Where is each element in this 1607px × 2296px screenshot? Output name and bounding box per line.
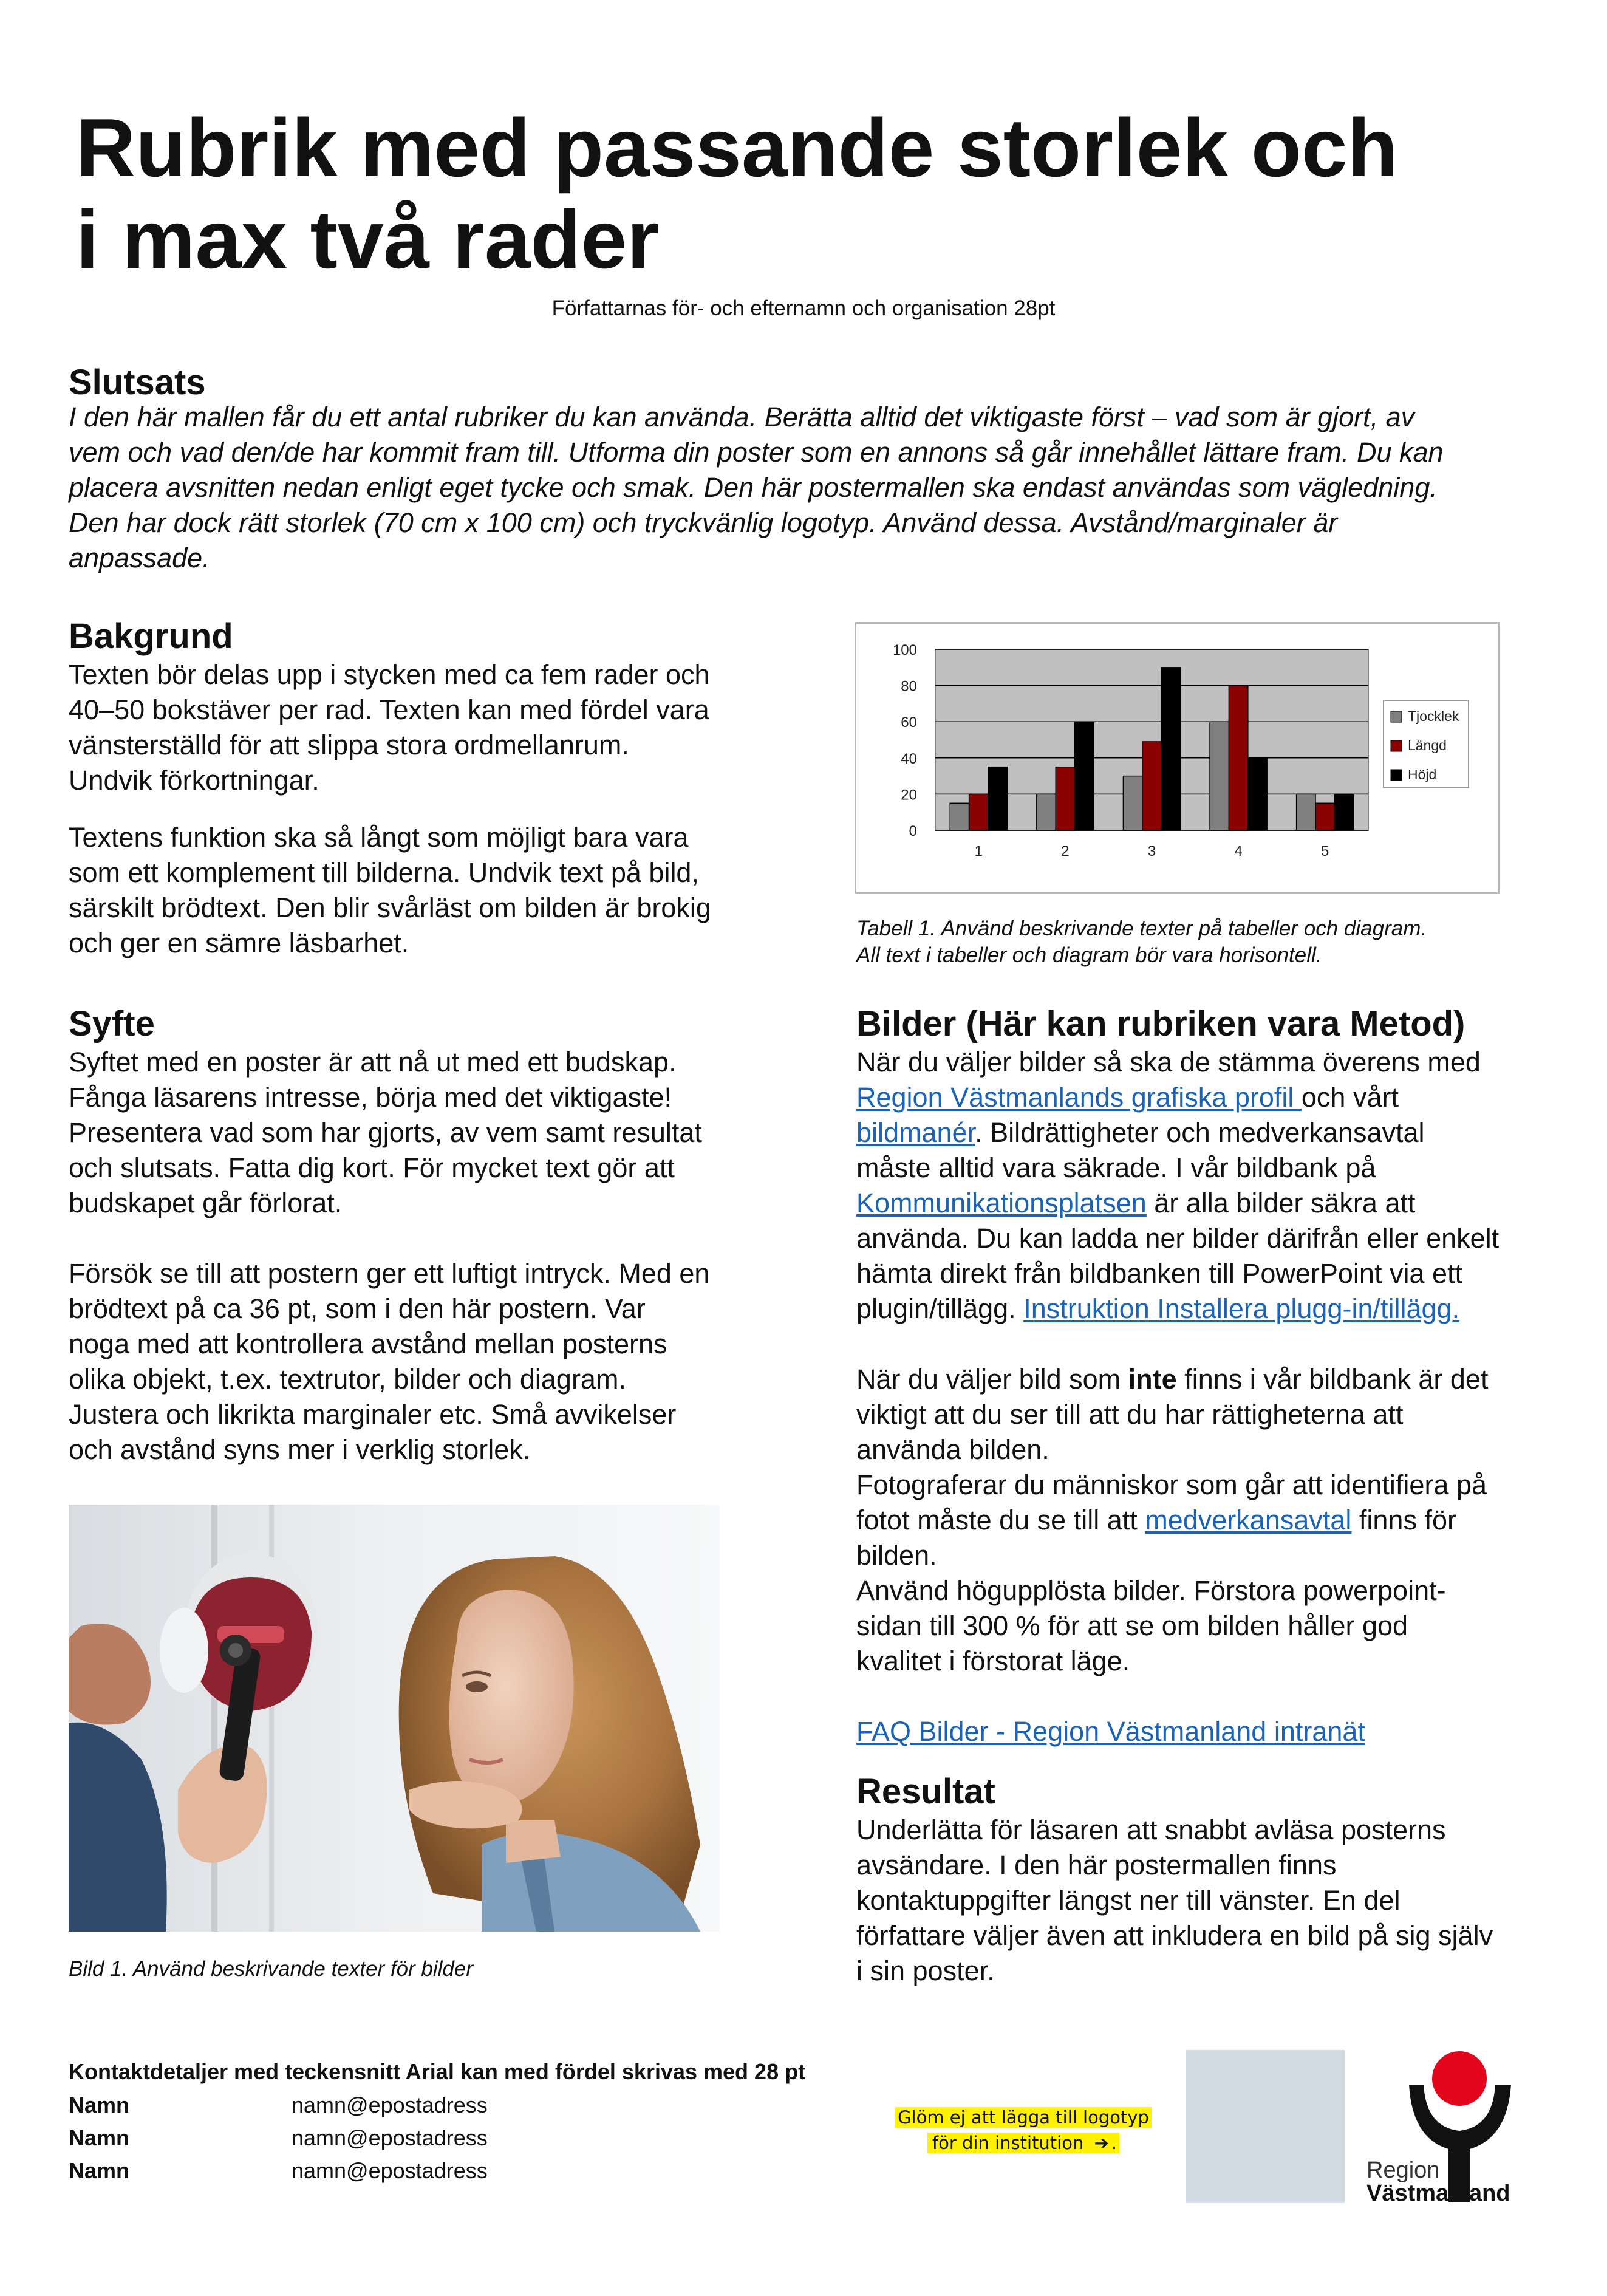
x-tick-label: 4 bbox=[1234, 843, 1243, 859]
bar-chart-svg bbox=[856, 624, 1498, 892]
legend-label: Längd bbox=[1408, 737, 1447, 753]
y-tick-label: 60 bbox=[901, 714, 917, 731]
syfte-line: Fånga läsarens intresse, börja med det viktigaste! bbox=[69, 1082, 672, 1113]
legend-swatch bbox=[1391, 740, 1402, 751]
legend-label: Höjd bbox=[1408, 767, 1437, 782]
slutsats-line: anpassade. bbox=[69, 542, 210, 573]
contact-name: Namn bbox=[69, 2125, 130, 2150]
bilder-line: använda. Du kan ladda ner bilder därifrån eller enkelt bbox=[856, 1223, 1500, 1254]
bar bbox=[1297, 794, 1315, 830]
bakgrund-text bbox=[69, 657, 828, 961]
bilder-line: viktigt att du ser till att du har rättigheterna att bbox=[856, 1399, 1404, 1430]
y-tick-label: 100 bbox=[892, 642, 917, 658]
bilder-text-fragment: finns i vår bildbank är det bbox=[1176, 1364, 1489, 1395]
bar bbox=[1229, 686, 1247, 830]
slutsats-line: vem och vad den/de har kommit fram till. Utforma din poster som en annons så går innehållet lättare fram. Du kan bbox=[69, 437, 1444, 468]
contact-heading: Kontaktdetaljer med teckensnitt Arial kan med fördel skrivas med 28 pt bbox=[69, 2059, 806, 2084]
bilder-line bbox=[856, 1115, 1585, 1150]
legend-swatch bbox=[1391, 711, 1402, 722]
region-vastmanland-logo bbox=[1360, 2047, 1534, 2205]
bar bbox=[1075, 722, 1094, 830]
bilder-line: hämta direkt från bildbanken till PowerPoint via ett bbox=[856, 1258, 1463, 1289]
bakgrund-line: Undvik förkortningar. bbox=[69, 765, 319, 796]
syfte-line: Syftet med en poster är att nå ut med ett budskap. bbox=[69, 1047, 677, 1078]
link-medverkansavtal[interactable]: medverkansavtal bbox=[1145, 1505, 1352, 1536]
institution-logo-placeholder bbox=[1186, 2050, 1345, 2203]
syfte-text bbox=[69, 1045, 828, 1467]
syfte-line: olika objekt, t.ex. textrutor, bilder och diagram. bbox=[69, 1364, 626, 1395]
heading-bilder: Bilder (Här kan rubriken vara Metod) bbox=[856, 1004, 1465, 1044]
link-kommunikationsplatsen[interactable]: Kommunikationsplatsen bbox=[856, 1187, 1147, 1218]
photo-eye-examination bbox=[69, 1505, 720, 1932]
bilder-text-fragment: . Bildrättigheter och medverkansavtal bbox=[975, 1117, 1425, 1148]
logo-text-vastmanland: Västmanland bbox=[1366, 2181, 1510, 2205]
bar-chart bbox=[855, 622, 1500, 894]
x-tick-label: 2 bbox=[1061, 843, 1070, 859]
bilder-line: När du väljer bilder så ska de stämma överens med bbox=[856, 1047, 1481, 1078]
bar bbox=[1161, 668, 1180, 830]
bilder-text bbox=[856, 1045, 1585, 1749]
syfte-line: Försök se till att postern ger ett luftigt intryck. Med en bbox=[69, 1258, 710, 1289]
syfte-line: budskapet går förlorat. bbox=[69, 1187, 343, 1218]
link-instruktion-plugin[interactable]: Instruktion Installera plugg-in/tillägg. bbox=[1023, 1293, 1460, 1324]
bilder-text-fragment: är alla bilder säkra att bbox=[1146, 1187, 1416, 1218]
resultat-text bbox=[856, 1813, 1585, 1989]
bar bbox=[1248, 758, 1267, 830]
bar bbox=[1210, 722, 1229, 830]
poster-title bbox=[76, 102, 1473, 285]
authors-line: Författarnas för- och efternamn och organisation 28pt bbox=[551, 296, 1056, 320]
heading-slutsats: Slutsats bbox=[69, 363, 206, 402]
bakgrund-line: vänsterställd för att slippa stora ordmellanrum. bbox=[69, 729, 629, 760]
link-bildmaner[interactable]: bildmanér bbox=[856, 1117, 975, 1148]
contact-email: namn@epostadress bbox=[292, 2158, 488, 2183]
table-caption-line-1: Tabell 1. Använd beskrivande texter på tabeller och diagram. bbox=[856, 917, 1427, 940]
legend-label: Tjocklek bbox=[1408, 708, 1459, 724]
syfte-line: Justera och likrikta marginaler etc. Små avvikelser bbox=[69, 1399, 677, 1430]
title-line-2: i max två rader bbox=[76, 193, 660, 285]
bilder-bold-word: inte bbox=[1128, 1364, 1177, 1395]
bilder-line bbox=[856, 1503, 1585, 1538]
contact-name: Namn bbox=[69, 2158, 130, 2183]
bilder-line bbox=[856, 1291, 1585, 1327]
bilder-line: sidan till 300 % för att se om bilden håller god bbox=[856, 1610, 1408, 1641]
x-tick-label: 5 bbox=[1321, 843, 1329, 859]
x-tick-label: 1 bbox=[974, 843, 983, 859]
contact-name: Namn bbox=[69, 2093, 130, 2117]
bar bbox=[1056, 767, 1074, 830]
y-tick-label: 20 bbox=[901, 787, 917, 804]
heading-resultat: Resultat bbox=[856, 1772, 995, 1811]
bilder-line: Fotograferar du människor som går att identifiera på bbox=[856, 1469, 1487, 1500]
bilder-line bbox=[856, 1186, 1585, 1221]
bilder-text-fragment: och vårt bbox=[1301, 1082, 1399, 1113]
bilder-line: Använd högupplösta bilder. Förstora powerpoint- bbox=[856, 1575, 1446, 1606]
resultat-line: avsändare. I den här postermallen finns bbox=[856, 1850, 1337, 1881]
x-tick-label: 3 bbox=[1147, 843, 1156, 859]
contact-email: namn@epostadress bbox=[292, 2125, 488, 2150]
bakgrund-line: som ett komplement till bilderna. Undvik text på bild, bbox=[69, 857, 699, 888]
table-caption bbox=[856, 915, 1524, 969]
bakgrund-line: Textens funktion ska så långt som möjligt bara vara bbox=[69, 822, 689, 853]
bakgrund-line: 40–50 bokstäver per rad. Texten kan med fördel vara bbox=[69, 694, 709, 725]
title-line-1: Rubrik med passande storlek och bbox=[76, 101, 1398, 194]
bilder-line: använda bilden. bbox=[856, 1434, 1049, 1465]
bakgrund-line: och ger en sämre läsbarhet. bbox=[69, 928, 409, 958]
resultat-line: kontaktuppgifter längst ner till vänster. En del bbox=[856, 1885, 1401, 1916]
bilder-line: bilden. bbox=[856, 1540, 937, 1571]
logo-reminder-note: Glöm ej att lägga till logotyp för din institution ➔ . bbox=[887, 2105, 1160, 2156]
table-caption-line-2: All text i tabeller och diagram bör vara horisontell. bbox=[856, 943, 1322, 967]
bilder-line: kvalitet i förstorat läge. bbox=[856, 1645, 1130, 1676]
contact-email: namn@epostadress bbox=[292, 2093, 488, 2117]
syfte-line: brödtext på ca 36 pt, som i den här postern. Var bbox=[69, 1293, 646, 1324]
resultat-line: författare väljer även att inkludera en bild på sig själv bbox=[856, 1920, 1493, 1951]
logo-note-line-1: Glöm ej att lägga till logotyp bbox=[895, 2107, 1152, 2128]
y-tick-label: 80 bbox=[901, 678, 917, 695]
bakgrund-line: särskilt brödtext. Den blir svårläst om bilden är brokig bbox=[69, 892, 711, 923]
link-grafiska-profil[interactable]: Region Västmanlands grafiska profil bbox=[856, 1082, 1302, 1113]
bar bbox=[969, 794, 988, 830]
heading-bakgrund: Bakgrund bbox=[69, 617, 233, 656]
heading-syfte: Syfte bbox=[69, 1004, 155, 1044]
syfte-line: Presentera vad som har gjorts, av vem samt resultat bbox=[69, 1117, 702, 1148]
photo-caption: Bild 1. Använd beskrivande texter för bilder bbox=[69, 1957, 474, 1981]
logo-note-line-2: för din institution bbox=[930, 2133, 1086, 2153]
slutsats-text bbox=[69, 400, 1557, 576]
bar bbox=[1315, 803, 1334, 830]
bilder-line: måste alltid vara säkrade. I vår bildbank på bbox=[856, 1152, 1376, 1183]
link-faq-bilder[interactable]: FAQ Bilder - Region Västmanland intranät bbox=[856, 1716, 1365, 1747]
bilder-line bbox=[856, 1080, 1585, 1115]
bilder-line bbox=[856, 1714, 1585, 1749]
arrow-right-icon: ➔ bbox=[1092, 2133, 1111, 2153]
slutsats-line: I den här mallen får du ett antal rubriker du kan använda. Berätta alltid det viktigaste först – vad som är gjort, av bbox=[69, 401, 1415, 432]
y-tick-label: 40 bbox=[901, 750, 917, 767]
syfte-line: och avstånd syns mer i verklig storlek. bbox=[69, 1434, 531, 1465]
logo-text-region: Region bbox=[1366, 2158, 1440, 2183]
slutsats-line: placera avsnitten nedan enligt eget tycke och smak. Den här postermallen ska endast användas som vägledning. bbox=[69, 472, 1438, 503]
syfte-line: och slutsats. Fatta dig kort. För mycket text gör att bbox=[69, 1152, 675, 1183]
bilder-text-fragment: När du väljer bild som bbox=[856, 1364, 1128, 1395]
syfte-line: noga med att kontrollera avstånd mellan posterns bbox=[69, 1328, 667, 1359]
bar bbox=[950, 803, 969, 830]
bar bbox=[1142, 742, 1161, 830]
bilder-text-fragment: finns för bbox=[1351, 1505, 1456, 1536]
y-tick-label: 0 bbox=[909, 823, 917, 839]
bar bbox=[1334, 794, 1353, 830]
bar bbox=[1123, 776, 1142, 830]
bar bbox=[988, 767, 1007, 830]
slutsats-line: Den har dock rätt storlek (70 cm x 100 cm) och tryckvänlig logotyp. Använd dessa. Avstånd/marginaler är bbox=[69, 507, 1338, 538]
bakgrund-line: Texten bör delas upp i stycken med ca fem rader och bbox=[69, 659, 710, 690]
legend-swatch bbox=[1391, 770, 1402, 781]
bar bbox=[1037, 794, 1056, 830]
resultat-line: i sin poster. bbox=[856, 1955, 995, 1986]
resultat-line: Underlätta för läsaren att snabbt avläsa posterns bbox=[856, 1814, 1446, 1845]
bilder-line bbox=[856, 1362, 1585, 1397]
bilder-text-fragment: fotot måste du se till att bbox=[856, 1505, 1145, 1536]
bilder-text-fragment: plugin/tillägg. bbox=[856, 1293, 1024, 1324]
